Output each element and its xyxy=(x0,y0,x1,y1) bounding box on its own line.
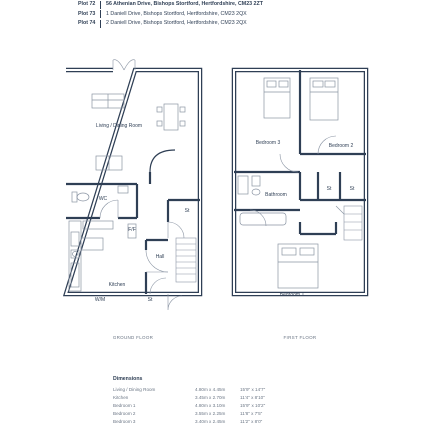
room-label-living: Living / Dining Room xyxy=(95,123,143,129)
room-imperial: 11'4" x 8'10" xyxy=(240,395,265,400)
dining-table-icon xyxy=(157,104,185,130)
room-name: Living / Dining Room xyxy=(113,387,156,392)
room-metric: 4.80m x 4.45m xyxy=(195,387,226,392)
room-label-store: St xyxy=(326,186,332,192)
bed-icon xyxy=(278,244,318,288)
sofa-icon xyxy=(92,94,124,108)
room-imperial: 15'9" x 10'2" xyxy=(240,403,266,408)
room-imperial: 15'9" x 14'7" xyxy=(240,387,266,392)
room-metric: 4.80m x 3.10m xyxy=(195,403,226,408)
bath-icon xyxy=(238,176,286,225)
room-name: Bedroom 1 xyxy=(113,403,136,408)
table-row xyxy=(113,418,363,426)
room-label-hall: Hall xyxy=(155,254,165,260)
bed-icon xyxy=(310,78,338,120)
plot-label: Plot 73 xyxy=(78,10,96,17)
room-name: Bedroom 3 xyxy=(113,419,136,424)
room-metric: 3.45m x 2.70m xyxy=(195,395,226,400)
room-label-store: St xyxy=(349,186,355,192)
room-label-bedroom3: Bedroom 3 xyxy=(255,140,281,146)
plot-label: Plot 74 xyxy=(78,20,96,26)
first-floor-caption: FIRST FLOOR xyxy=(283,335,317,340)
dimensions-title: Dimensions xyxy=(113,376,143,382)
room-metric: 3.55m x 2.25m xyxy=(195,411,226,416)
plot-address: 1 Daniell Drive, Bishops Stortford, Hertfordshire, CM23 2QX xyxy=(106,10,247,17)
room-label-washing-machine: W/M xyxy=(94,297,106,303)
dimensions-table xyxy=(113,376,363,426)
room-label-bedroom2: Bedroom 2 xyxy=(328,143,354,149)
patio-door-icon xyxy=(113,60,135,70)
bed-icon xyxy=(264,78,290,118)
kitchen-units-icon xyxy=(69,221,136,291)
room-label-kitchen: Kitchen xyxy=(108,282,126,288)
room-name: Bedroom 2 xyxy=(113,411,136,416)
plot-address: 2 Daniell Drive, Bishops Stortford, Hertfordshire, CM23 2QX xyxy=(106,20,247,26)
ground-floor-plan xyxy=(66,60,200,310)
plot-address: 56 Athenian Drive, Bishops Stortford, Hertfordshire, CM23 2ZT xyxy=(106,1,263,7)
room-metric: 3.40m x 2.45m xyxy=(195,419,226,424)
room-label-wc: WC xyxy=(98,196,108,202)
room-label-fridge-freezer: F/F xyxy=(128,227,136,233)
table-row xyxy=(113,386,363,394)
stairs-icon xyxy=(176,238,196,282)
first-floor-plan xyxy=(234,70,366,294)
room-imperial: 11'8" x 7'5" xyxy=(240,411,263,416)
room-label-bathroom: Bathroom xyxy=(265,192,287,198)
room-label-store: St xyxy=(147,297,153,303)
room-label-bedroom1: Bedroom 1 xyxy=(279,292,305,298)
room-name: Kitchen xyxy=(113,395,129,400)
ground-floor-caption: GROUND FLOOR xyxy=(112,335,154,340)
plot-label: Plot 72 xyxy=(78,1,96,7)
room-imperial: 11'2" x 8'0" xyxy=(240,419,263,424)
table-row xyxy=(113,402,363,410)
table-row xyxy=(113,394,363,402)
armchair-icon xyxy=(96,156,122,170)
room-label-store: St xyxy=(184,208,190,214)
table-row xyxy=(113,410,363,418)
stairs-icon xyxy=(336,206,362,240)
